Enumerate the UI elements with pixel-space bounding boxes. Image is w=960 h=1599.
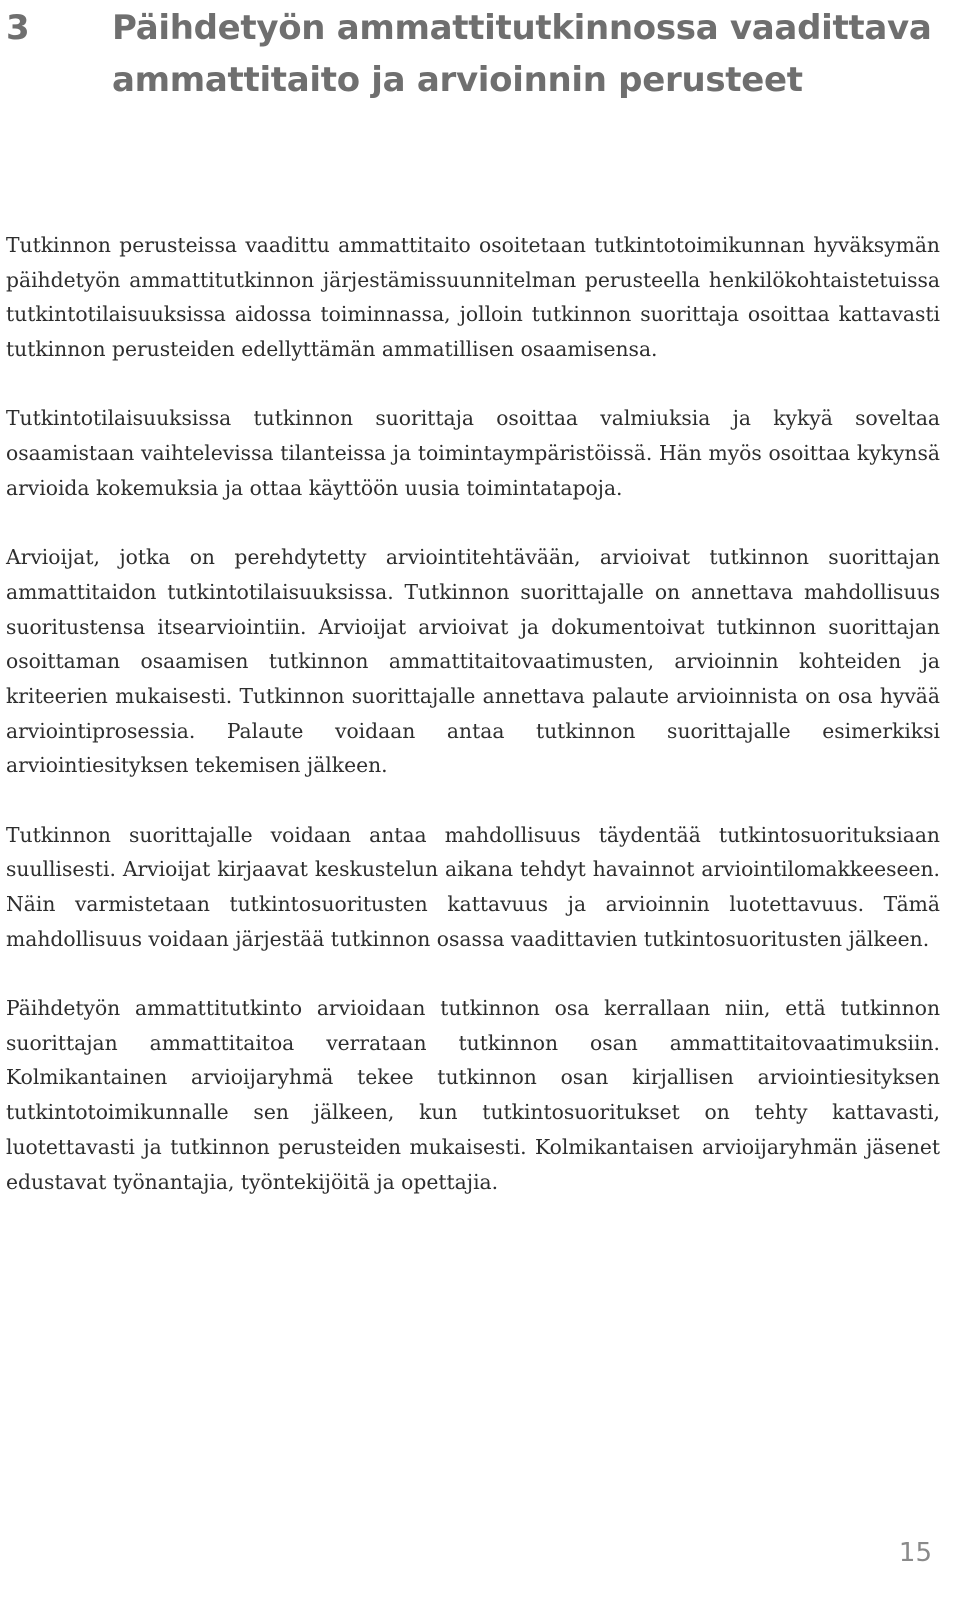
chapter-title-line-1: Päihdetyön ammattitutkinnossa vaadittava	[112, 8, 932, 48]
chapter-number: 3	[6, 8, 30, 48]
paragraph-3: Arvioijat, jotka on perehdytetty arviointitehtävään, arvioivat tutkinnon suorittajan ammattitaidon tutkintotilaisuuksissa. Tutkinnon suorittajalle on annettava mahdollisuus suoritustensa itsearviointiin. Arvioijat arvioivat ja dokumentoivat tutkinnon suorittajan osoittaman osaamisen tutkinnon ammattitaitovaatimusten, arvioinnin kohteiden ja kriteerien mukaisesti. Tutkinnon suorittajalle annettava palaute arvioinnista on osa hyvää arviointiprosessia. Palaute voidaan antaa tutkinnon suorittajalle esimerkiksi arviointiesityksen tekemisen jälkeen.	[6, 545, 940, 778]
paragraph-4: Tutkinnon suorittajalle voidaan antaa mahdollisuus täydentää tutkintosuorituksiaan suullisesti. Arvioijat kirjaavat keskustelun aikana tehdyt havainnot arviointilomakkeeseen. Näin varmistetaan tutkintosuoritusten kattavuus ja arvioinnin luotettavuus. Tämä mahdollisuus voidaan järjestää tutkinnon osassa vaadittavien tutkintosuoritusten jälkeen.	[6, 822, 940, 951]
chapter-title	[112, 2, 942, 106]
paragraph-1: Tutkinnon perusteissa vaadittu ammattitaito osoitetaan tutkintotoimikunnan hyväksymän päihdetyön ammattitutkinnon järjestämissuunnitelman perusteella henkilökohtaistetuissa tutkintotilaisuuksissa aidossa toiminnassa, jolloin tutkinnon suorittaja osoittaa kattavasti tutkinnon perusteiden edellyttämän ammatillisen osaamisensa.	[6, 233, 940, 362]
page-number: 15	[898, 1538, 932, 1568]
paragraph-5: Päihdetyön ammattitutkinto arvioidaan tutkinnon osa kerrallaan niin, että tutkinnon suorittajan ammattitaitoa verrataan tutkinnon osan ammattitaitovaatimuksiin. Kolmikantainen arvioijaryhmä tekee tutkinnon osan kirjallisen arviointiesityksen tutkintotoimikunnalle sen jälkeen, kun tutkintosuoritukset on tehty kattavasti, luotettavasti ja tutkinnon perusteiden mukaisesti. Kolmikantaisen arvioijaryhmän jäsenet edustavat työnantajia, työntekijöitä ja opettajia.	[6, 996, 940, 1194]
paragraph-2: Tutkintotilaisuuksissa tutkinnon suorittaja osoittaa valmiuksia ja kykyä soveltaa osaamistaan vaihtelevissa tilanteissa ja toimintaympäristöissä. Hän myös osoittaa kykynsä arvioida kokemuksia ja ottaa käyttöön uusia toimintatapoja.	[6, 406, 940, 500]
body-text	[6, 228, 940, 1234]
chapter-title-line-2: ammattitaito ja arvioinnin perusteet	[112, 60, 803, 100]
